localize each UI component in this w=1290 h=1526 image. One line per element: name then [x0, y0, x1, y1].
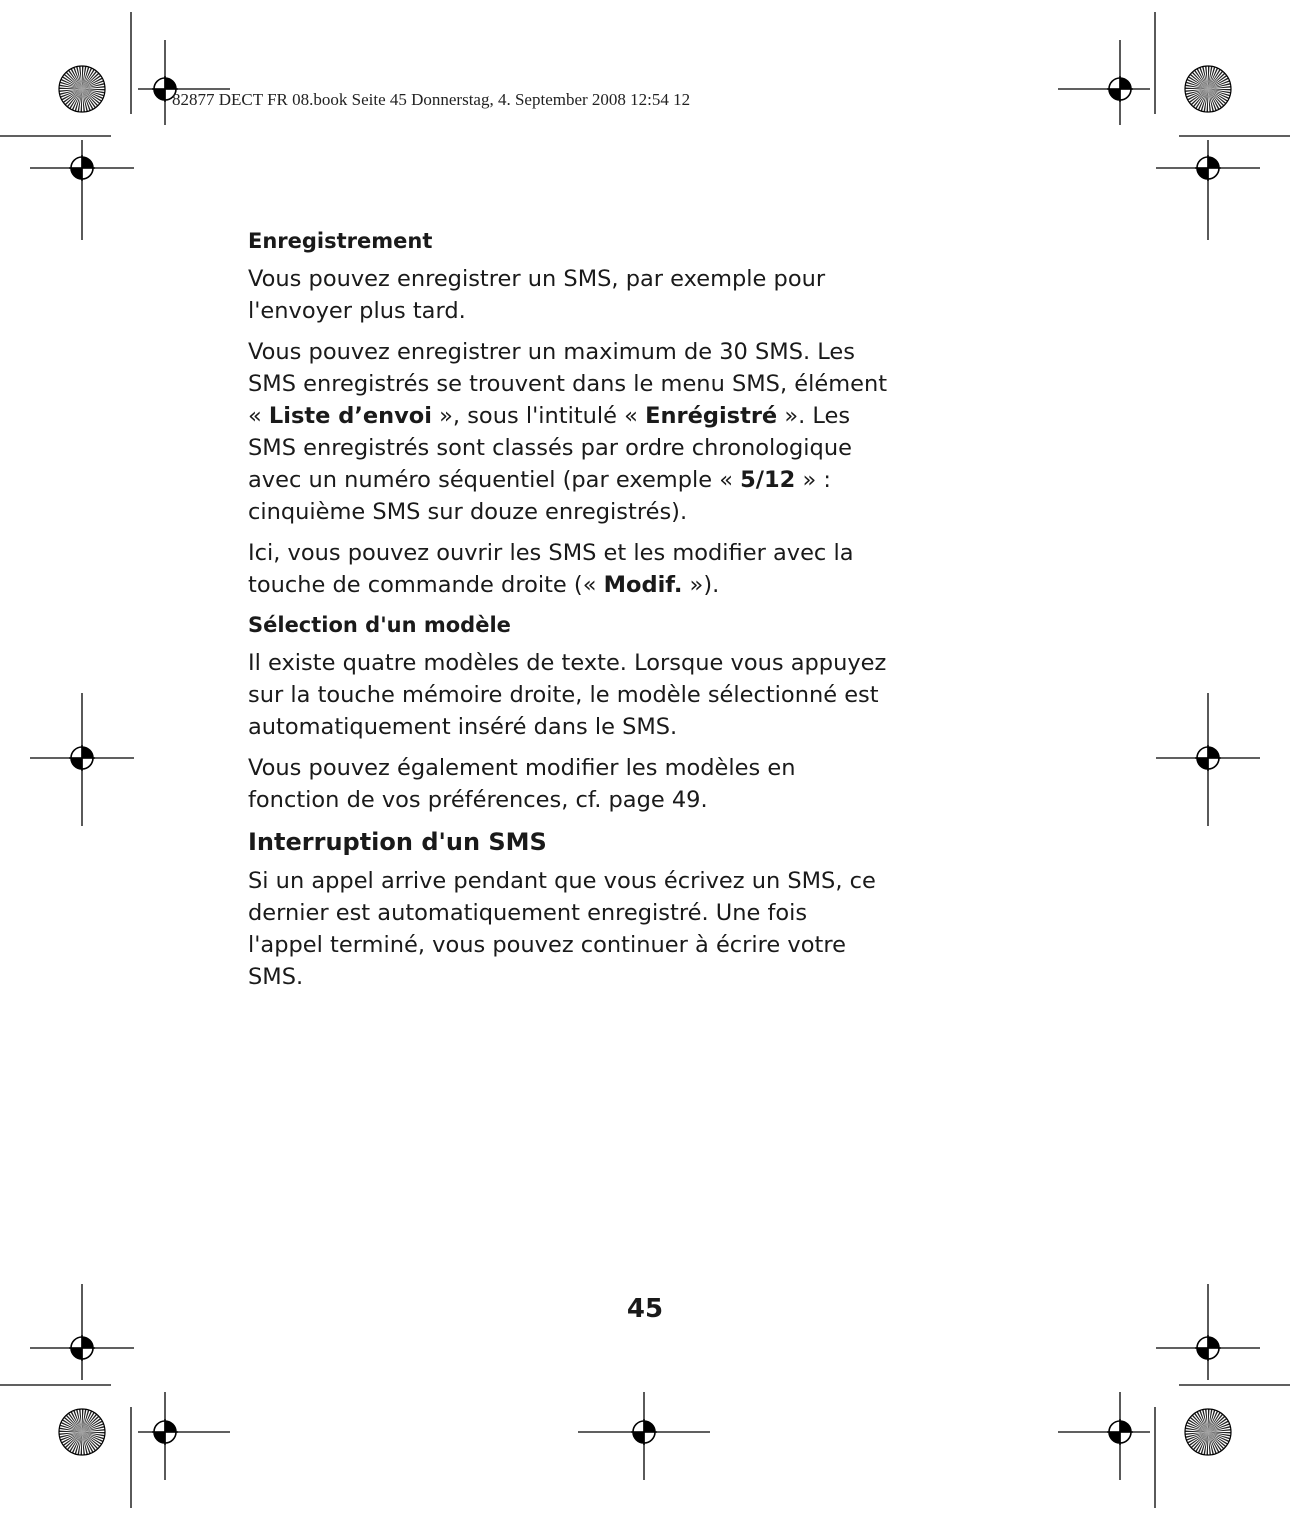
term-5-12: 5/12 — [740, 467, 796, 493]
starburst-target-icon — [59, 1409, 105, 1455]
page-content — [248, 226, 888, 1002]
page-number: 45 — [626, 1294, 664, 1324]
term-modif: Modif. — [603, 572, 683, 598]
paragraph-selection-1: Il existe quatre modèles de texte. Lorsque vous appuyez sur la touche mémoire droite, le modèle sélectionné est automatiquement inséré dans le SMS. — [248, 650, 887, 740]
starburst-target-icon — [1185, 1409, 1231, 1455]
starburst-target-icon — [1185, 66, 1231, 112]
heading-interruption-sms: Interruption d'un SMS — [248, 828, 547, 856]
starburst-target-icon — [59, 66, 105, 112]
paragraph-enregistrement-2: Vous pouvez enregistrer un maximum de 30 SMS. Les SMS enregistrés se trouvent dans le menu SMS, élément « Liste d’envoi », sous l'intitulé « Enrégistré ». Les SMS enregistrés sont classés par ordre chronologique avec un numéro séquentiel (par exemple « 5/12 » : cinquième SMS sur douze enregistrés). — [248, 339, 888, 525]
paragraph-selection-2: Vous pouvez également modifier les modèles en fonction de vos préférences, cf. page 49. — [248, 755, 796, 813]
heading-selection-modele: Sélection d'un modèle — [248, 613, 511, 637]
paragraph-enregistrement-1: Vous pouvez enregistrer un SMS, par exemple pour l'envoyer plus tard. — [248, 266, 826, 324]
paragraph-enregistrement-3: Ici, vous pouvez ouvrir les SMS et les modifier avec la touche de commande droite (« Modif. »). — [248, 540, 854, 598]
heading-enregistrement: Enregistrement — [248, 229, 433, 253]
paragraph-interruption-1: Si un appel arrive pendant que vous écrivez un SMS, ce dernier est automatiquement enregistré. Une fois l'appel terminé, vous pouvez continuer à écrire votre SMS. — [248, 868, 876, 990]
book-slug-header: 82877 DECT FR 08.book Seite 45 Donnerstag, 4. September 2008 12:54 12 — [172, 90, 691, 109]
term-enregistre: Enrégistré — [645, 403, 778, 429]
term-liste-envoi: Liste d’envoi — [268, 403, 432, 429]
